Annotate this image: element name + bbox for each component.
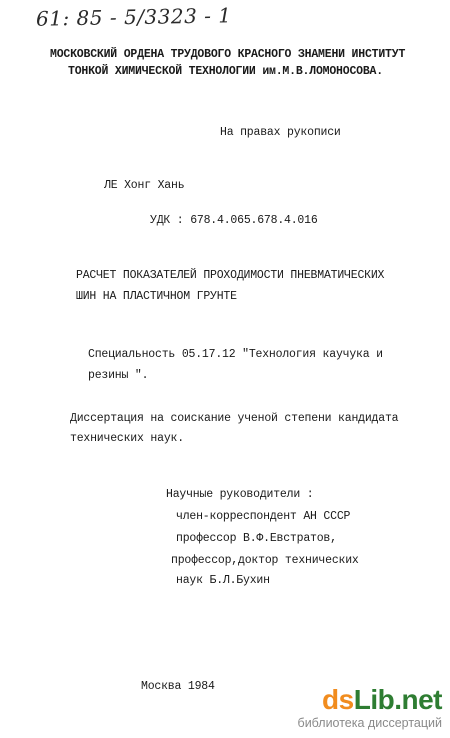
institute-name-line-1: МОСКОВСКИЙ ОРДЕНА ТРУДОВОГО КРАСНОГО ЗНАМЕНИ ИНСТИТУТ (50, 48, 406, 61)
supervisor-line-1: член-корреспондент АН СССР (176, 510, 351, 523)
specialty-line-1: Специальность 05.17.12 "Технология каучука и (88, 348, 383, 361)
udk-code: УДК : 678.4.065.678.4.016 (150, 214, 318, 227)
dslib-logo: dsLib.net (322, 684, 442, 715)
dissertation-degree-line-1: Диссертация на соискание ученой степени кандидата (70, 412, 399, 425)
handwritten-archive-code: 61: 85 - 5/3323 - 1 (35, 3, 232, 31)
supervisor-line-2: профессор В.Ф.Евстратов, (176, 532, 337, 545)
supervisors-heading: Научные руководители : (166, 488, 314, 501)
supervisor-line-4: наук Б.Л.Бухин (176, 574, 270, 587)
institute-name-line-2: ТОНКОЙ ХИМИЧЕСКОЙ ТЕХНОЛОГИИ им.М.В.ЛОМОНОСОВА. (68, 65, 383, 78)
specialty-line-2: резины ". (88, 369, 149, 382)
dissertation-title-line-2: ШИН НА ПЛАСТИЧНОМ ГРУНТЕ (76, 290, 237, 303)
dslib-watermark (298, 686, 442, 730)
dissertation-title-line-1: РАСЧЕТ ПОКАЗАТЕЛЕЙ ПРОХОДИМОСТИ ПНЕВМАТИЧЕСКИХ (76, 269, 385, 282)
manuscript-rights-note: На правах рукописи (220, 126, 341, 139)
place-and-year: Москва 1984 (141, 680, 215, 693)
supervisor-line-3: профессор,доктор технических (171, 554, 359, 567)
dslib-subtitle: библиотека диссертаций (297, 716, 442, 730)
author-name: ЛЕ Хонг Хань (104, 179, 185, 192)
dissertation-degree-line-2: технических наук. (70, 432, 184, 445)
